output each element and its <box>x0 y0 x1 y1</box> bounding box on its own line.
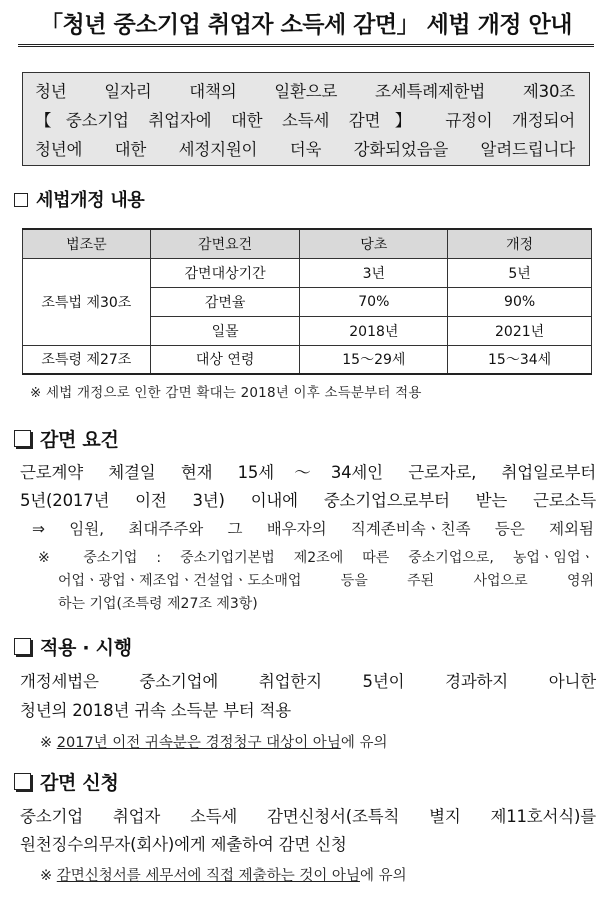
section-heading-label: 감면 요건 <box>40 429 119 451</box>
table-header: 개정 <box>448 229 592 258</box>
requirements-line: 5년(2017년 이전 3년) 이내에 중소기업으로부터 받는 근로소득 <box>20 491 596 510</box>
table-cell: 70% <box>300 287 448 316</box>
intro-line: 청년 일자리 대책의 일환으로 조세특례제한법 제30조 <box>35 82 575 101</box>
note-suffix: 에 유의 <box>340 735 388 751</box>
table-note: ※ 세법 개정으로 인한 감면 확대는 2018년 이후 소득분부터 적용 <box>30 385 422 401</box>
section-heading-label: 세법개정 내용 <box>36 190 145 211</box>
section-heading-tax-revision <box>14 186 145 212</box>
checkbox-square-icon <box>14 638 31 655</box>
table-cell: 15～34세 <box>448 345 592 374</box>
table-cell: 감면율 <box>150 287 300 316</box>
table-cell: 대상 연령 <box>150 345 300 374</box>
table-cell: 2021년 <box>448 316 592 345</box>
section-heading-effective <box>14 633 132 660</box>
note-underlined-text: 2017년 이전 귀속분은 경정청구 대상이 아님 <box>56 735 341 751</box>
title-divider <box>18 44 594 47</box>
intro-line: 청년에 대한 세정지원이 더욱 강화되었음을 알려드립니다 <box>35 140 575 159</box>
section-heading-application <box>14 768 119 795</box>
table-cell: 3년 <box>300 258 448 287</box>
table-cell: 5년 <box>448 258 592 287</box>
application-line: 중소기업 취업자 소득세 감면신청서(조특칙 별지 제11호서식)를 <box>20 807 596 826</box>
application-note <box>40 864 590 885</box>
checkbox-square-icon <box>14 193 28 207</box>
sme-note-line: 하는 기업(조특령 제27조 제3항) <box>58 596 258 612</box>
table-cell: 감면대상기간 <box>150 258 300 287</box>
section-heading-label: 적용 · 시행 <box>40 637 132 659</box>
table-cell-law: 조특령 제27조 <box>23 345 151 374</box>
table-cell: 15～29세 <box>300 345 448 374</box>
page-title: 「청년 중소기업 취업자 소득세 감면」 세법 개정 안내 <box>40 12 572 38</box>
note-mark: ※ <box>40 735 57 751</box>
effective-line: 개정세법은 중소기업에 취업한지 5년이 경과하지 아니한 <box>20 672 596 691</box>
note-underlined-text: 감면신청서를 세무서에 직접 제출하는 것이 아님 <box>56 868 360 884</box>
table-cell-law: 조특법 제30조 <box>23 258 151 345</box>
table-cell: 일몰 <box>150 316 300 345</box>
section-heading-label: 감면 신청 <box>40 772 119 794</box>
table-cell: 2018년 <box>300 316 448 345</box>
checkbox-square-icon <box>14 430 31 447</box>
checkbox-square-icon <box>14 773 31 790</box>
effective-line: 청년의 2018년 귀속 소득분 부터 적용 <box>20 701 292 720</box>
intro-line: 【중소기업 취업자에 대한 소득세 감면】 규정이 개정되어 <box>35 111 575 130</box>
section-heading-requirements <box>14 425 119 452</box>
note-suffix: 에 유의 <box>359 868 407 884</box>
sme-note-line: ※ 중소기업 : 중소기업기본법 제2조에 따른 중소기업으로, 농업ㆍ임업ㆍ <box>38 550 594 566</box>
table-header: 법조문 <box>23 229 151 258</box>
note-mark: ※ <box>40 868 57 884</box>
sme-note-line: 어업ㆍ광업ㆍ제조업ㆍ건설업ㆍ도소매업 등을 주된 사업으로 영위 <box>58 573 594 589</box>
application-line: 원천징수의무자(회사)에게 제출하여 감면 신청 <box>20 835 347 854</box>
effective-note <box>40 731 590 752</box>
table-row <box>23 258 592 287</box>
table-header-row <box>23 229 592 258</box>
requirements-line: 근로계약 체결일 현재 15세～34세인 근로자로, 취업일로부터 <box>20 463 596 482</box>
table-header: 감면요건 <box>150 229 300 258</box>
tax-revision-table <box>22 228 592 375</box>
intro-box <box>22 72 590 166</box>
table-row <box>23 345 592 374</box>
exclusion-line: ⇒ 임원, 최대주주와 그 배우자의 직계존비속ㆍ친족 등은 제외됨 <box>32 520 594 538</box>
table-cell: 90% <box>448 287 592 316</box>
table-header: 당초 <box>300 229 448 258</box>
